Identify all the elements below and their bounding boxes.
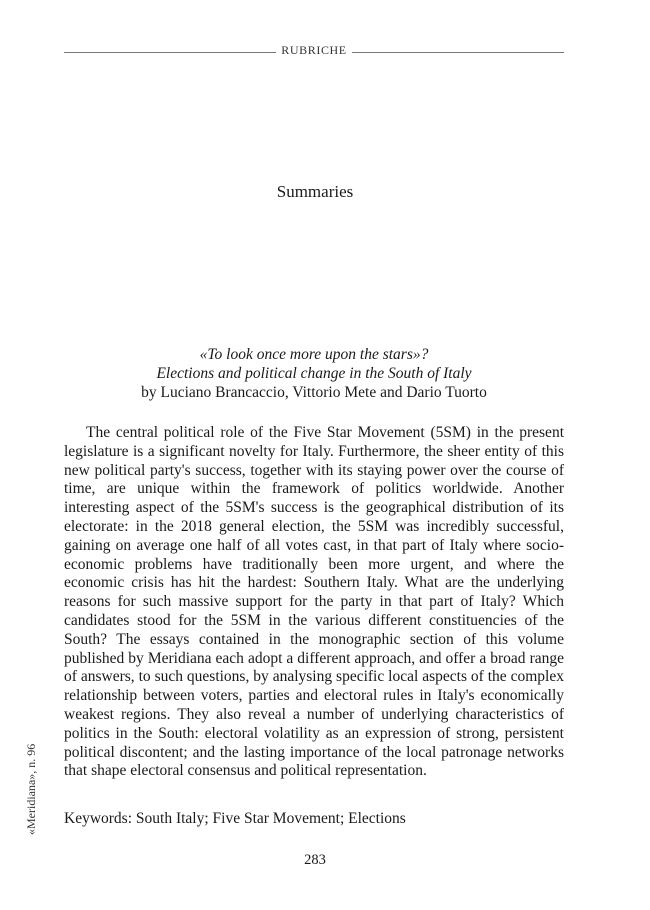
running-head-label: RUBRICHE: [281, 43, 347, 57]
page-number: 283: [304, 852, 326, 868]
keywords-line: Keywords: South Italy; Five Star Movement; Elections: [64, 810, 406, 827]
header-rule-left: [64, 52, 276, 53]
section-title: Summaries: [276, 182, 354, 201]
article-title-line-1: «To look once more upon the stars»?: [199, 346, 429, 363]
article-authors: by Luciano Brancaccio, Vittorio Mete and Dario Tuorto: [141, 384, 487, 401]
abstract-paragraph: The central political role of the Five Star Movement (5SM) in the present legislature is a significant novelty for Italy. Furthermore, the sheer entity of this new political party's success, together with its staying power over the course of time, are unique within the framework of politics worldwide. Another interesting aspect of the 5SM's success is the geographical distribution of its electorate: in the 2018 general election, the 5SM was incredibly successful, gaining on average one half of all votes cast, in that part of Italy where socio-economic problems have traditionally been more urgent, and where the economic crisis has hit the hardest: Southern Italy. What are the underlying reasons for such massive support for the party in that part of Italy? Which candidates stood for the 5SM in the various different constituencies of the South? The essays contained in the monographic section of this volume published by Meridiana each adopt a different approach, and offer a broad range of answers, to such questions, by analysing specific local aspects of the complex relationship between voters, parties and electoral rules in Italy's economically weakest regions. They also reveal a number of underlying characteristics of politics in the South: electoral volatility as an expression of strong, persistent political discontent; and the lasting importance of the local patronage networks that shape electoral consensus and political representation.: [64, 424, 564, 780]
header-rule-right: [352, 52, 564, 53]
journal-side-note: «Meridiana», n. 96: [24, 743, 38, 835]
running-head: [64, 42, 564, 58]
article-heading: [64, 345, 564, 402]
article-title-line-2: Elections and political change in the South of Italy: [156, 365, 472, 382]
